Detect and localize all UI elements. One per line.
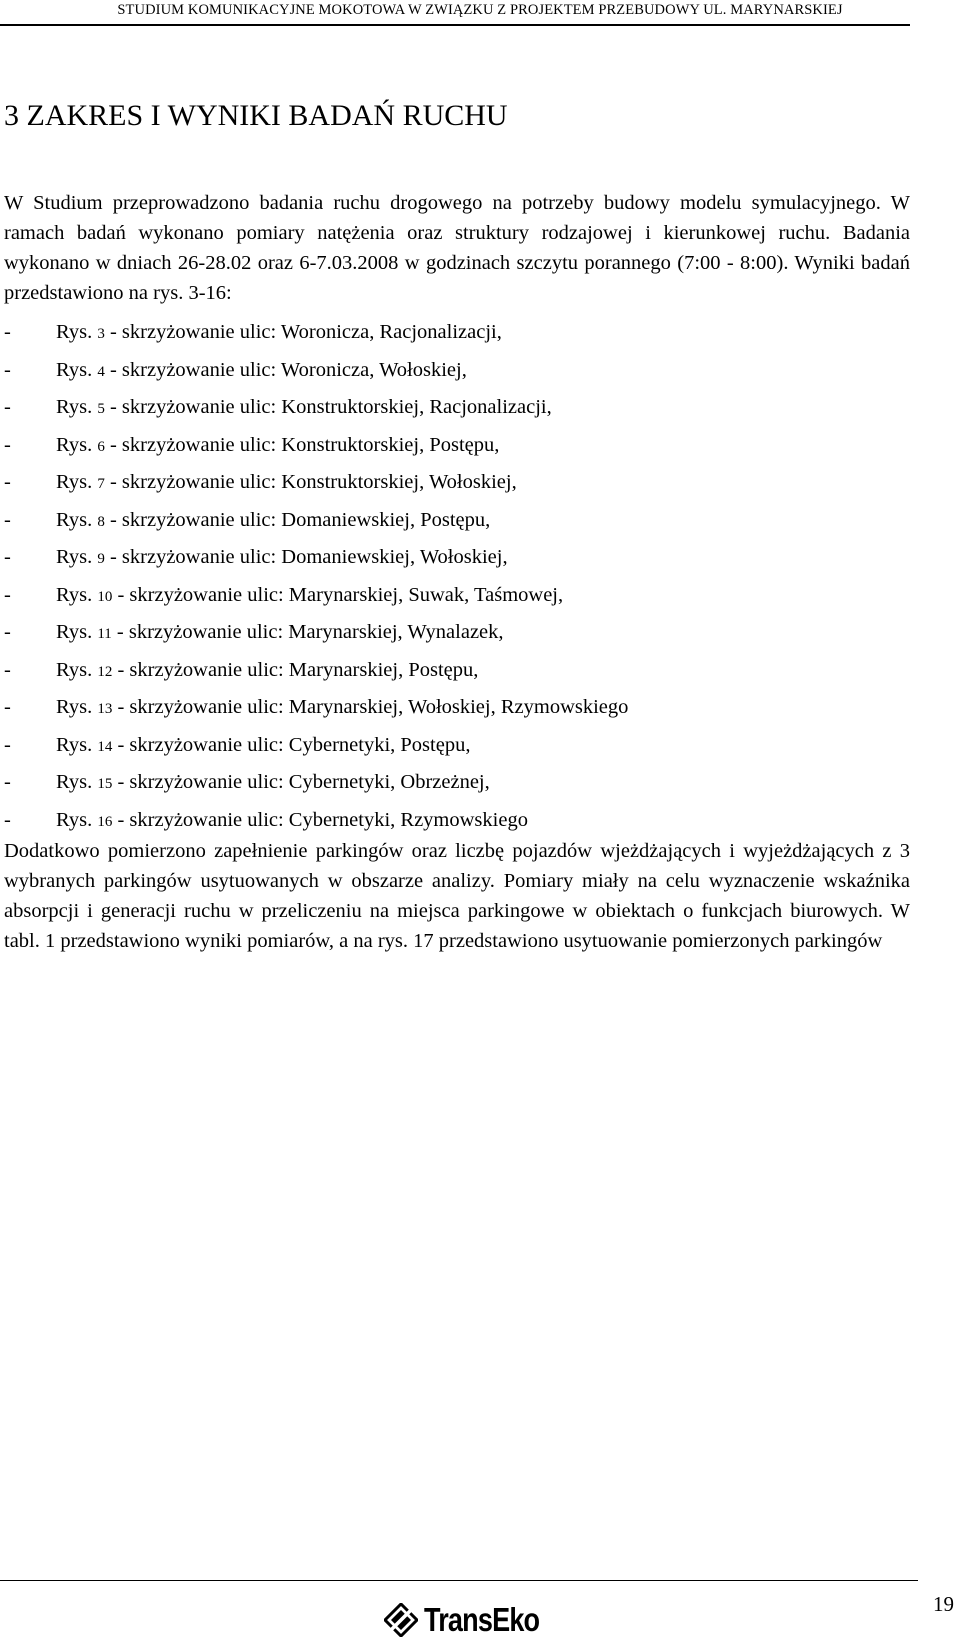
figure-number: 16 <box>97 813 113 830</box>
figure-list-item <box>4 803 628 841</box>
figure-number: 4 <box>97 363 105 380</box>
figure-description: - skrzyżowanie ulic: Marynarskiej, Wynalazek, <box>111 621 504 643</box>
figure-label: Rys. <box>56 546 93 568</box>
figure-list <box>4 315 628 840</box>
figure-number: 13 <box>97 701 113 717</box>
figure-list-item <box>4 390 628 428</box>
figure-number: 3 <box>97 326 105 342</box>
figure-list-item <box>4 503 628 541</box>
figure-list-item <box>4 765 628 803</box>
figure-label: Rys. <box>56 321 93 343</box>
figure-list-item <box>4 653 628 691</box>
figure-label: Rys. <box>56 621 93 643</box>
figure-number: 7 <box>97 476 105 492</box>
figure-label: Rys. <box>56 771 93 793</box>
figure-list-item <box>4 578 628 616</box>
header-rule <box>0 24 910 26</box>
transeko-logo <box>384 1601 565 1639</box>
figure-label: Rys. <box>56 658 93 681</box>
page-number: 19 <box>933 1592 954 1616</box>
figure-description: - skrzyżowanie ulic: Konstruktorskiej, Postępu, <box>104 433 500 456</box>
figure-label: Rys. <box>56 358 93 381</box>
figure-dash: - <box>4 658 11 681</box>
figure-list-item <box>4 315 628 353</box>
figure-number: 8 <box>97 513 105 530</box>
figure-label: Rys. <box>56 808 93 831</box>
transeko-logo-icon <box>384 1603 418 1637</box>
figure-dash: - <box>4 358 11 381</box>
figure-number: 12 <box>97 663 113 680</box>
figure-number: 15 <box>97 776 113 792</box>
figure-label: Rys. <box>56 696 93 718</box>
figure-dash: - <box>4 396 11 418</box>
figure-number: 14 <box>97 738 113 755</box>
figure-description: - skrzyżowanie ulic: Cybernetyki, Postępu, <box>112 733 471 756</box>
figure-number: 10 <box>97 588 113 605</box>
figure-dash: - <box>4 508 11 531</box>
figure-list-item <box>4 615 628 653</box>
figure-dash: - <box>4 321 11 343</box>
figure-description: - skrzyżowanie ulic: Domaniewskiej, Postępu, <box>104 508 491 531</box>
figure-dash: - <box>4 621 11 643</box>
closing-paragraph: Dodatkowo pomierzono zapełnienie parkingów oraz liczbę pojazdów wjeżdżających i wyjeżdżających z 3 wybranych parkingów usytuowanych w obszarze analizy. Pomiary miały na celu wyznaczenie wskaźnika absorpcji i generacji ruchu w przeliczeniu na miejsca parkingowe w obiektach o funkcjach biurowych. W tabl. 1 przedstawiono wyniki pomiarów, a na rys. 17 przedstawiono usytuowanie pomierzonych parkingów <box>4 840 910 952</box>
figure-description: - skrzyżowanie ulic: Cybernetyki, Rzymowskiego <box>112 808 528 831</box>
figure-dash: - <box>4 583 11 606</box>
figure-description: - skrzyżowanie ulic: Marynarskiej, Postępu, <box>112 658 479 681</box>
figure-list-item <box>4 353 628 391</box>
figure-label: Rys. <box>56 396 93 418</box>
figure-description: - skrzyżowanie ulic: Konstruktorskiej, Racjonalizacji, <box>104 396 552 418</box>
figure-dash: - <box>4 808 11 831</box>
figure-list-item <box>4 540 628 578</box>
figure-dash: - <box>4 696 11 718</box>
logo-text: TransEko <box>424 1601 540 1638</box>
figure-number: 5 <box>97 401 105 417</box>
figure-dash: - <box>4 733 11 756</box>
figure-dash: - <box>4 546 11 568</box>
figure-dash: - <box>4 433 11 456</box>
figure-description: - skrzyżowanie ulic: Woronicza, Racjonalizacji, <box>104 321 502 343</box>
figure-list-item <box>4 728 628 766</box>
figure-number: 6 <box>97 438 105 455</box>
figure-list-item <box>4 465 628 503</box>
figure-description: - skrzyżowanie ulic: Cybernetyki, Obrzeżnej, <box>112 771 490 793</box>
figure-label: Rys. <box>56 733 93 756</box>
figure-number: 11 <box>97 626 112 642</box>
figure-description: - skrzyżowanie ulic: Konstruktorskiej, Wołoskiej, <box>104 471 517 493</box>
figure-dash: - <box>4 471 11 493</box>
figure-description: - skrzyżowanie ulic: Marynarskiej, Suwak, Taśmowej, <box>112 583 564 606</box>
figure-dash: - <box>4 771 11 793</box>
figure-list-item <box>4 428 628 466</box>
figure-label: Rys. <box>56 433 93 456</box>
section-heading: 3 ZAKRES I WYNIKI BADAŃ RUCHU <box>4 99 508 132</box>
figure-description: - skrzyżowanie ulic: Woronicza, Wołoskiej, <box>104 358 467 381</box>
figure-number: 9 <box>97 551 105 567</box>
footer-rule <box>0 1580 918 1581</box>
figure-description: - skrzyżowanie ulic: Domaniewskiej, Wołoskiej, <box>104 546 508 568</box>
intro-paragraph: W Studium przeprowadzono badania ruchu drogowego na potrzeby budowy modelu symulacyjnego. W ramach badań wykonano pomiary natężenia oraz struktury rodzajowej i kierunkowej ruchu. Badania wykonano w dniach 26-28.02 oraz 6-7.03.2008 w godzinach szczytu porannego (7:00 - 8:00). Wyniki badań przedstawiono na rys. 3-16: <box>4 192 910 304</box>
figure-label: Rys. <box>56 471 93 493</box>
figure-list-item <box>4 690 628 728</box>
figure-description: - skrzyżowanie ulic: Marynarskiej, Wołoskiej, Rzymowskiego <box>112 696 629 718</box>
figure-label: Rys. <box>56 583 93 606</box>
running-header: STUDIUM KOMUNIKACYJNE MOKOTOWA W ZWIĄZKU Z PROJEKTEM PRZEBUDOWY UL. MARYNARSKIEJ <box>117 2 843 18</box>
figure-label: Rys. <box>56 508 93 531</box>
